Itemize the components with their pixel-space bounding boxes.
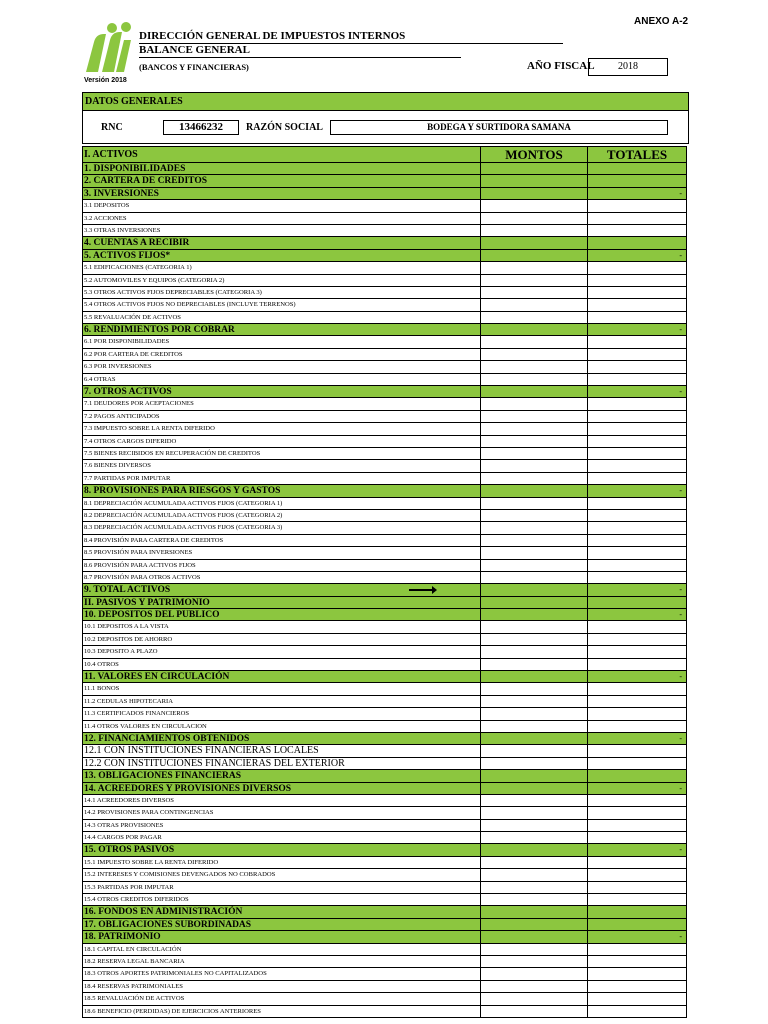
totales-cell — [587, 820, 686, 831]
line-item-row — [82, 547, 687, 559]
totales-cell — [587, 436, 686, 447]
totales-cell — [587, 237, 686, 248]
totales-cell — [587, 163, 686, 174]
totales-cell — [587, 968, 686, 979]
montos-cell — [480, 386, 587, 397]
line-item-label: 12.2 CON INSTITUCIONES FINANCIERAS DEL EXTERIOR — [84, 757, 345, 769]
org-title: DIRECCIÓN GENERAL DE IMPUESTOS INTERNOS — [139, 30, 406, 42]
totales-cell — [587, 213, 686, 224]
section-row — [82, 770, 687, 782]
line-item-row — [82, 262, 687, 274]
annex-label: ANEXO A-2 — [634, 16, 689, 27]
totales-cell — [587, 535, 686, 546]
totales-cell — [587, 882, 686, 893]
totales-cell — [587, 745, 686, 756]
line-item-row — [82, 894, 687, 906]
montos-cell[interactable] — [480, 869, 587, 880]
totales-cell: - — [587, 584, 686, 595]
line-item-label: 6.2 POR CARTERA DE CREDITOS — [84, 350, 183, 358]
line-item-row — [82, 200, 687, 212]
section-label: 2. CARTERA DE CREDITOS — [84, 176, 208, 187]
line-item-row — [82, 807, 687, 819]
montos-cell — [480, 906, 587, 917]
montos-cell[interactable] — [480, 522, 587, 533]
rnc-field[interactable]: 13466232 — [163, 120, 239, 135]
line-item-row — [82, 708, 687, 720]
montos-cell[interactable] — [480, 361, 587, 372]
totales-cell — [587, 448, 686, 459]
line-item-row — [82, 683, 687, 695]
montos-cell — [480, 671, 587, 682]
totales-cell — [587, 708, 686, 719]
totales-cell: - — [587, 324, 686, 335]
montos-cell[interactable] — [480, 968, 587, 979]
montos-cell[interactable] — [480, 547, 587, 558]
montos-cell[interactable] — [480, 745, 587, 756]
totales-cell — [587, 956, 686, 967]
line-item-row — [82, 213, 687, 225]
line-item-label: 6.3 POR INVERSIONES — [84, 363, 152, 371]
totales-cell — [587, 659, 686, 670]
montos-cell[interactable] — [480, 411, 587, 422]
montos-cell[interactable] — [480, 349, 587, 360]
totales-cell: - — [587, 386, 686, 397]
line-item-label: 14.1 ACREEDORES DIVERSOS — [84, 796, 174, 804]
line-item-row — [82, 956, 687, 968]
totales-cell — [587, 683, 686, 694]
line-item-label: 3.1 DEPOSITOS — [84, 202, 130, 210]
montos-cell[interactable] — [480, 721, 587, 732]
totales-cell: - — [587, 609, 686, 620]
line-item-label: 8.4 PROVISIÓN PARA CARTERA DE CREDITOS — [84, 536, 224, 544]
totales-cell — [587, 398, 686, 409]
montos-cell[interactable] — [480, 832, 587, 843]
section-label: 18. PATRIMONIO — [84, 932, 161, 943]
totales-cell — [587, 423, 686, 434]
line-item-row — [82, 993, 687, 1005]
line-item-label: 10.4 OTROS — [84, 660, 119, 668]
rnc-label: RNC — [101, 122, 123, 133]
totales-cell — [587, 287, 686, 298]
line-item-row — [82, 411, 687, 423]
montos-cell[interactable] — [480, 200, 587, 211]
totales-cell — [587, 919, 686, 930]
totales-cell — [587, 807, 686, 818]
line-item-label: 8.3 DEPRECIACIÓN ACUMULADA ACTIVOS FIJOS (CATEGORIA 3) — [84, 524, 283, 532]
totales-cell — [587, 758, 686, 769]
line-item-row — [82, 436, 687, 448]
line-item-label: 11.1 BONOS — [84, 685, 120, 693]
totales-cell — [587, 349, 686, 360]
montos-cell[interactable] — [480, 956, 587, 967]
totales-cell — [587, 894, 686, 905]
doc-title: BALANCE GENERAL — [139, 44, 250, 56]
montos-cell[interactable] — [480, 981, 587, 992]
section-row — [82, 671, 687, 683]
line-item-label: 18.6 BENEFICIO (PERDIDAS) DE EJERCICIOS ANTERIORES — [84, 1007, 261, 1015]
doc-title-underline — [139, 57, 461, 58]
line-item-row — [82, 795, 687, 807]
line-item-row — [82, 510, 687, 522]
section-row — [82, 783, 687, 795]
montos-cell[interactable] — [480, 374, 587, 385]
section-row — [82, 733, 687, 745]
montos-cell — [480, 597, 587, 608]
montos-cell — [480, 733, 587, 744]
totales-cell — [587, 473, 686, 484]
activos-heading: I. ACTIVOS — [84, 149, 138, 160]
totales-column-header: TOTALES — [587, 147, 686, 162]
line-item-label: 10.2 DEPOSITOS DE AHORRO — [84, 635, 173, 643]
montos-cell[interactable] — [480, 683, 587, 694]
section-row — [82, 188, 687, 200]
totales-cell — [587, 795, 686, 806]
montos-cell[interactable] — [480, 993, 587, 1004]
montos-cell[interactable] — [480, 857, 587, 868]
montos-cell[interactable] — [480, 820, 587, 831]
montos-cell[interactable] — [480, 336, 587, 347]
line-item-row — [82, 621, 687, 633]
totales-cell — [587, 721, 686, 732]
line-item-label: 5.2 AUTOMOVILES Y EQUIPOS (CATEGORIA 2) — [84, 276, 225, 284]
line-item-row — [82, 1006, 687, 1018]
line-item-row — [82, 758, 687, 770]
totales-cell — [587, 597, 686, 608]
montos-cell[interactable] — [480, 473, 587, 484]
line-item-row — [82, 312, 687, 324]
section-label: 12. FINANCIAMIENTOS OBTENIDOS — [84, 733, 250, 744]
totales-cell — [587, 336, 686, 347]
totales-cell: - — [587, 250, 686, 261]
totales-cell — [587, 299, 686, 310]
line-item-row — [82, 646, 687, 658]
totales-cell — [587, 634, 686, 645]
line-item-row — [82, 944, 687, 956]
totales-cell — [587, 275, 686, 286]
line-item-label: 6.1 POR DISPONIBILIDADES — [84, 338, 170, 346]
section-label: 9. TOTAL ACTIVOS — [84, 585, 171, 596]
montos-cell[interactable] — [480, 262, 587, 273]
line-item-row — [82, 275, 687, 287]
version-label: Versión 2018 — [84, 77, 127, 84]
section-row — [82, 237, 687, 249]
line-item-label: 15.2 INTERESES Y COMISIONES DEVENGADOS NO COBRADOS — [84, 871, 276, 879]
line-item-row — [82, 473, 687, 485]
totales-cell — [587, 832, 686, 843]
totales-cell — [587, 361, 686, 372]
montos-cell[interactable] — [480, 659, 587, 670]
section-row — [82, 931, 687, 943]
line-item-row — [82, 659, 687, 671]
montos-cell[interactable] — [480, 436, 587, 447]
line-item-row — [82, 869, 687, 881]
razon-social-field[interactable]: BODEGA Y SURTIDORA SAMANA — [330, 120, 668, 135]
line-item-label: 7.1 DEUDORES POR ACEPTACIONES — [84, 400, 194, 408]
section-label: 17. OBLIGACIONES SUBORDINADAS — [84, 919, 252, 930]
montos-cell[interactable] — [480, 225, 587, 236]
montos-cell — [480, 931, 587, 942]
line-item-label: 14.4 CARGOS POR PAGAR — [84, 834, 162, 842]
line-item-row — [82, 968, 687, 980]
montos-cell[interactable] — [480, 646, 587, 657]
line-item-label: 15.3 PARTIDAS POR IMPUTAR — [84, 883, 174, 891]
totales-cell — [587, 262, 686, 273]
line-item-label: 18.4 RESERVAS PATRIMONIALES — [84, 982, 183, 990]
totales-cell — [587, 312, 686, 323]
montos-cell — [480, 175, 587, 186]
section-row — [82, 485, 687, 497]
montos-cell[interactable] — [480, 510, 587, 521]
montos-cell — [480, 770, 587, 781]
totales-cell — [587, 200, 686, 211]
line-item-label: 8.6 PROVISIÓN PARA ACTIVOS FIJOS — [84, 561, 196, 569]
line-item-label: 18.5 REVALUACIÓN DE ACTIVOS — [84, 995, 185, 1003]
section-label: 5. ACTIVOS FIJOS* — [84, 250, 171, 261]
fiscal-year-label: AÑO FISCAL — [527, 60, 595, 72]
totales-cell — [587, 522, 686, 533]
section-row — [82, 609, 687, 621]
line-item-label: 15.4 OTROS CREDITOS DIFERIDOS — [84, 896, 189, 904]
general-data-heading: DATOS GENERALES — [83, 93, 688, 111]
line-item-label: 7.4 OTROS CARGOS DIFERIDO — [84, 437, 177, 445]
montos-cell — [480, 844, 587, 855]
montos-cell[interactable] — [480, 882, 587, 893]
line-item-label: 8.2 DEPRECIACIÓN ACUMULADA ACTIVOS FIJOS (CATEGORIA 2) — [84, 511, 283, 519]
line-item-row — [82, 448, 687, 460]
line-item-label: 7.5 BIENES RECIBIDOS EN RECUPERACIÓN DE CREDITOS — [84, 449, 261, 457]
line-item-row — [82, 572, 687, 584]
line-item-row — [82, 287, 687, 299]
line-item-label: 11.3 CERTIFICADOS FINANCIEROS — [84, 710, 190, 718]
line-item-row — [82, 882, 687, 894]
montos-cell — [480, 584, 587, 595]
section-label: 1. DISPONIBILIDADES — [84, 164, 186, 174]
line-item-label: 12.1 CON INSTITUCIONES FINANCIERAS LOCALES — [84, 745, 319, 757]
montos-cell[interactable] — [480, 758, 587, 769]
line-item-label: 7.3 IMPUESTO SOBRE LA RENTA DIFERIDO — [84, 425, 215, 433]
totales-cell — [587, 460, 686, 471]
line-item-row — [82, 498, 687, 510]
line-item-row — [82, 820, 687, 832]
section-label: 8. PROVISIONES PARA RIESGOS Y GASTOS — [84, 486, 281, 497]
line-item-row — [82, 560, 687, 572]
line-item-label: 8.1 DEPRECIACIÓN ACUMULADA ACTIVOS FIJOS (CATEGORIA 1) — [84, 499, 283, 507]
totales-cell — [587, 981, 686, 992]
line-item-row — [82, 361, 687, 373]
montos-cell[interactable] — [480, 299, 587, 310]
montos-cell[interactable] — [480, 460, 587, 471]
totales-cell — [587, 560, 686, 571]
line-item-row — [82, 374, 687, 386]
line-item-label: 7.6 BIENES DIVERSOS — [84, 462, 151, 470]
totales-cell: - — [587, 931, 686, 942]
section-label: 15. OTROS PASIVOS — [84, 845, 175, 856]
section-row — [82, 919, 687, 931]
line-item-label: 3.2 ACCIONES — [84, 214, 127, 222]
doc-subtitle: (BANCOS Y FINANCIERAS) — [139, 62, 249, 72]
totales-cell — [587, 498, 686, 509]
line-item-label: 5.3 OTROS ACTIVOS FIJOS DEPRECIABLES (CATEGORIA 3) — [84, 288, 262, 296]
section-row — [82, 844, 687, 856]
montos-cell[interactable] — [480, 498, 587, 509]
line-item-label: 18.2 RESERVA LEGAL BANCARIA — [84, 958, 185, 965]
montos-cell[interactable] — [480, 287, 587, 298]
line-item-label: 15.1 IMPUESTO SOBRE LA RENTA DIFERIDO — [84, 858, 219, 866]
line-item-label: 14.2 PROVISIONES PARA CONTINGENCIAS — [84, 809, 214, 817]
totales-cell: - — [587, 188, 686, 199]
montos-cell[interactable] — [480, 398, 587, 409]
montos-cell[interactable] — [480, 275, 587, 286]
section-row — [82, 163, 687, 175]
line-item-label: 8.5 PROVISIÓN PARA INVERSIONES — [84, 549, 193, 557]
line-item-label: 8.7 PROVISIÓN PARA OTROS ACTIVOS — [84, 573, 201, 581]
section-row — [82, 584, 687, 596]
line-item-label: 6.4 OTRAS — [84, 375, 116, 383]
line-item-label: 10.1 DEPOSITOS A LA VISTA — [84, 623, 169, 631]
totales-cell — [587, 869, 686, 880]
montos-cell — [480, 237, 587, 248]
section-label: 10. DEPOSITOS DEL PUBLICO — [84, 610, 220, 621]
line-item-label: 5.5 REVALUACIÓN DE ACTIVOS — [84, 313, 181, 321]
montos-cell[interactable] — [480, 535, 587, 546]
totales-cell — [587, 696, 686, 707]
section-label: 3. INVERSIONES — [84, 188, 159, 199]
totales-cell — [587, 1006, 686, 1017]
line-item-row — [82, 522, 687, 534]
line-item-label: 11.2 CEDULAS HIPOTECARIA — [84, 697, 173, 705]
totales-cell — [587, 646, 686, 657]
totales-cell — [587, 547, 686, 558]
line-item-label: 3.3 OTRAS INVERSIONES — [84, 226, 161, 234]
montos-cell[interactable] — [480, 894, 587, 905]
line-item-label: 5.4 OTROS ACTIVOS FIJOS NO DEPRECIABLES (INCLUYE TERRENOS) — [84, 301, 296, 309]
section-row — [82, 324, 687, 336]
totales-cell — [587, 374, 686, 385]
montos-cell[interactable] — [480, 1006, 587, 1017]
montos-cell — [480, 250, 587, 261]
montos-cell[interactable] — [480, 312, 587, 323]
line-item-label: 18.1 CAPITAL EN CIRCULACIÓN — [84, 945, 182, 953]
section-label: 6. RENDIMIENTOS POR COBRAR — [84, 325, 235, 336]
line-item-label: 10.3 DEPOSITO A PLAZO — [84, 648, 158, 656]
line-item-row — [82, 299, 687, 311]
montos-cell — [480, 324, 587, 335]
line-item-row — [82, 832, 687, 844]
line-item-row — [82, 981, 687, 993]
table-header-row — [82, 147, 687, 163]
montos-cell[interactable] — [480, 944, 587, 955]
section-label: 7. OTROS ACTIVOS — [84, 387, 172, 398]
totales-cell: - — [587, 733, 686, 744]
montos-cell — [480, 485, 587, 496]
section-label: 4. CUENTAS A RECIBIR — [84, 238, 190, 249]
totales-cell — [587, 411, 686, 422]
totales-cell — [587, 944, 686, 955]
montos-cell — [480, 783, 587, 794]
fiscal-year-field[interactable]: 2018 — [588, 58, 668, 76]
line-item-label: 7.2 PAGOS ANTICIPADOS — [84, 412, 160, 420]
montos-cell — [480, 919, 587, 930]
section-row — [82, 250, 687, 262]
line-item-row — [82, 225, 687, 237]
totales-cell — [587, 621, 686, 632]
totales-cell — [587, 175, 686, 186]
line-item-row — [82, 857, 687, 869]
montos-cell[interactable] — [480, 795, 587, 806]
dgii-logo-icon — [84, 22, 132, 74]
line-item-row — [82, 745, 687, 757]
montos-cell[interactable] — [480, 560, 587, 571]
line-item-label: 11.4 OTROS VALORES EN CIRCULACION — [84, 722, 207, 730]
section-label: 14. ACREEDORES Y PROVISIONES DIVERSOS — [84, 783, 292, 794]
montos-cell[interactable] — [480, 572, 587, 583]
totales-cell — [587, 225, 686, 236]
montos-cell — [480, 163, 587, 174]
montos-cell[interactable] — [480, 708, 587, 719]
line-item-label: 18.3 OTROS APORTES PATRIMONIALES NO CAPITALIZADOS — [84, 970, 267, 978]
line-item-row — [82, 535, 687, 547]
totales-cell — [587, 510, 686, 521]
section-label: 16. FONDOS EN ADMINISTRACIÓN — [84, 907, 243, 918]
totales-cell — [587, 857, 686, 868]
montos-cell[interactable] — [480, 423, 587, 434]
line-item-row — [82, 336, 687, 348]
montos-cell — [480, 609, 587, 620]
general-data-section — [82, 92, 689, 144]
line-item-row — [82, 460, 687, 472]
line-item-row — [82, 398, 687, 410]
section-label: II. PASIVOS Y PATRIMONIO — [84, 597, 210, 608]
line-item-label: 5.1 EDIFICACIONES (CATEGORIA 1) — [84, 264, 192, 272]
line-item-row — [82, 423, 687, 435]
totales-cell: - — [587, 844, 686, 855]
totales-cell — [587, 993, 686, 1004]
section-label: 13. OBLIGACIONES FINANCIERAS — [84, 771, 242, 782]
arrow-right-icon — [409, 589, 435, 591]
section-label: 11. VALORES EN CIRCULACIÓN — [84, 672, 230, 683]
line-item-row — [82, 696, 687, 708]
montos-column-header: MONTOS — [480, 147, 587, 162]
section-row — [82, 906, 687, 918]
totales-cell — [587, 572, 686, 583]
balance-table — [82, 146, 687, 1018]
line-item-row — [82, 634, 687, 646]
montos-cell[interactable] — [480, 634, 587, 645]
totales-cell: - — [587, 485, 686, 496]
line-item-label: 7.7 PARTIDAS POR IMPUTAR — [84, 474, 171, 482]
section-row — [82, 597, 687, 609]
totales-cell — [587, 906, 686, 917]
line-item-row — [82, 349, 687, 361]
line-item-label: 14.3 OTRAS PROVISIONES — [84, 821, 164, 829]
totales-cell: - — [587, 783, 686, 794]
montos-cell[interactable] — [480, 807, 587, 818]
razon-social-label: RAZÓN SOCIAL — [246, 122, 323, 133]
montos-cell[interactable] — [480, 621, 587, 632]
montos-cell[interactable] — [480, 213, 587, 224]
totales-cell — [587, 770, 686, 781]
montos-cell[interactable] — [480, 448, 587, 459]
line-item-row — [82, 721, 687, 733]
totales-cell: - — [587, 671, 686, 682]
montos-cell[interactable] — [480, 696, 587, 707]
section-row — [82, 386, 687, 398]
section-row — [82, 175, 687, 187]
montos-cell — [480, 188, 587, 199]
